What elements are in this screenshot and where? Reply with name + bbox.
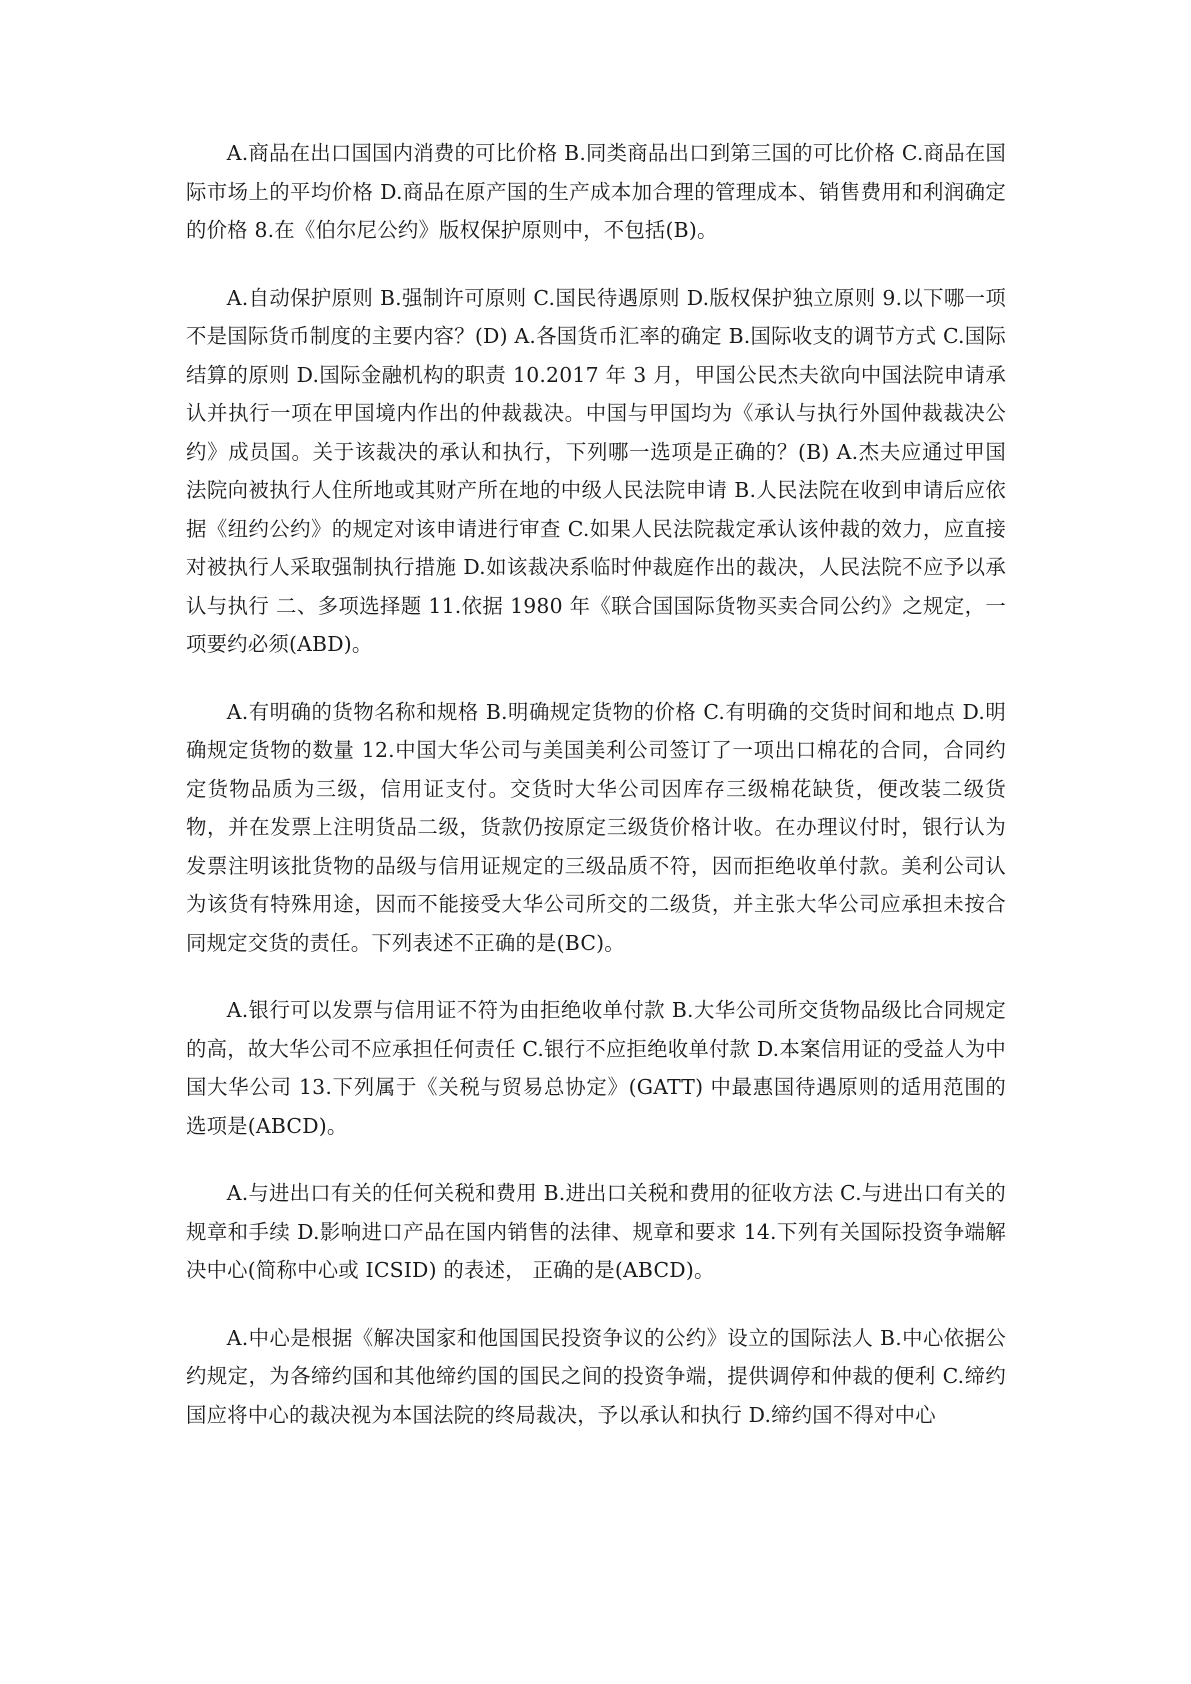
paragraph: A.中心是根据《解决国家和他国国民投资争议的公约》设立的国际法人 B.中心依据公约规定，为各缔约国和其他缔约国的国民之间的投资争端，提供调停和仲裁的便利 C.缔约国应将中心的裁决视为本国法院的终局裁决，予以承认和执行 D.缔约国不得对中心 bbox=[186, 1325, 1006, 1427]
paragraph: A.自动保护原则 B.强制许可原则 C.国民待遇原则 D.版权保护独立原则 9.以下哪一项不是国际货币制度的主要内容？(D) A.各国货币汇率的确定 B.国际收支的调节方式 C.国际结算的原则 D.国际金融机构的职责 10.2017 年 3 月，甲国公民杰夫欲向中国法院申请承认并执行一项在甲国境内作出的仲裁裁决。中国与甲国均为《承认与执行外国仲裁裁决公约》成员国。关于该裁决的承认和执行，下列哪一选项是正确的？(B) A.杰夫应通过甲国法院向被执行人住所地或其财产所在地的中级人民法院申请 B.人民法院在收到申请后应依据《纽约公约》的规定对该申请进行审查 C.如果人民法院裁定承认该仲裁的效力，应直接对被执行人采取强制执行措施 D.如该裁决系临时仲裁庭作出的裁决，人民法院不应予以承认与执行 二、多项选择题 11.依据 1980 年《联合国国际货物买卖合同公约》之规定，一项要约必须(ABD)。 bbox=[186, 285, 1006, 656]
paragraph: A.银行可以发票与信用证不符为由拒绝收单付款 B.大华公司所交货物品级比合同规定的高，故大华公司不应承担任何责任 C.银行不应拒绝收单付款 D.本案信用证的受益人为中国大华公司 13.下列属于《关税与贸易总协定》(GATT) 中最惠国待遇原则的适用范围的选项是(ABCD)。 bbox=[186, 998, 1006, 1138]
document-body bbox=[186, 134, 1006, 1463]
paragraph: A.与进出口有关的任何关税和费用 B.进出口关税和费用的征收方法 C.与进出口有关的规章和手续 D.影响进口产品在国内销售的法律、规章和要求 14.下列有关国际投资争端解决中心(简称中心或 ICSID) 的表述， 正确的是(ABCD)。 bbox=[186, 1181, 1006, 1282]
paragraph: A.商品在出口国国内消费的可比价格 B.同类商品出口到第三国的可比价格 C.商品在国际市场上的平均价格 D.商品在原产国的生产成本加合理的管理成本、销售费用和利润确定的价格 8.在《伯尔尼公约》版权保护原则中，不包括(B)。 bbox=[186, 141, 1006, 242]
paragraph: A.有明确的货物名称和规格 B.明确规定货物的价格 C.有明确的交货时间和地点 D.明确规定货物的数量 12.中国大华公司与美国美利公司签订了一项出口棉花的合同，合同约定货物品质为三级，信用证支付。交货时大华公司因库存三级棉花缺货，便改装二级货物，并在发票上注明货品二级，货款仍按原定三级货价格计收。在办理议付时，银行认为发票注明该批货物的品级与信用证规定的三级品质不符，因而拒绝收单付款。美利公司认为该货有特殊用途，因而不能接受大华公司所交的二级货，并主张大华公司应承担未按合同规定交货的责任。下列表述不正确的是(BC)。 bbox=[186, 699, 1006, 955]
